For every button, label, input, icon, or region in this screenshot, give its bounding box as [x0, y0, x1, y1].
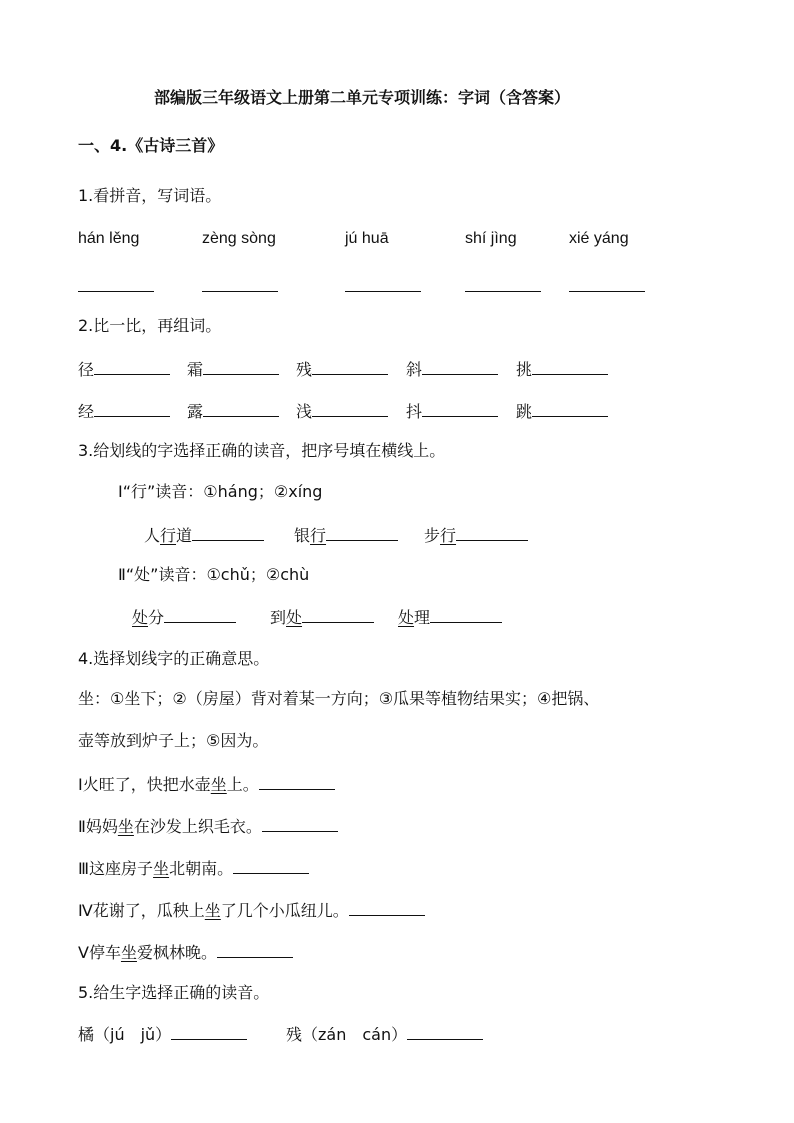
- text: Ⅴ停车: [78, 943, 121, 962]
- char: 露: [187, 402, 204, 421]
- text: 分: [148, 608, 165, 627]
- answer-blank[interactable]: [312, 400, 388, 417]
- compare-item: [296, 400, 388, 422]
- answer-blank[interactable]: [349, 899, 425, 916]
- compare-item: [187, 400, 279, 422]
- reading-options-2: Ⅱ“处”读音：①chǔ；②chù: [118, 565, 310, 584]
- char: 经: [78, 402, 95, 421]
- answer-blank[interactable]: [192, 524, 264, 541]
- answer-blank[interactable]: [430, 606, 502, 623]
- compare-item: [187, 358, 279, 380]
- compare-item: [296, 358, 388, 380]
- answer-blank[interactable]: [94, 358, 170, 375]
- meaning-item: [78, 899, 425, 921]
- answer-blank[interactable]: [326, 524, 398, 541]
- question-2-prompt: 2.比一比，再组词。: [78, 316, 222, 335]
- text: 上。: [226, 775, 259, 794]
- text: 残（zán cán）: [286, 1025, 408, 1044]
- answer-blank[interactable]: [569, 275, 645, 292]
- answer-blank[interactable]: [422, 400, 498, 417]
- underlined-char: 行: [160, 526, 177, 545]
- question-4-prompt: 4.选择划线字的正确意思。: [78, 649, 270, 668]
- compare-item: [78, 358, 170, 380]
- pinyin-3: jú huā: [345, 230, 389, 247]
- answer-blank[interactable]: [312, 358, 388, 375]
- reading-item: [398, 606, 502, 628]
- question-3-prompt: 3.给划线的字选择正确的读音，把序号填在横线上。: [78, 441, 446, 460]
- answer-blank[interactable]: [203, 358, 279, 375]
- char: 霜: [187, 360, 204, 379]
- compare-item: [516, 358, 608, 380]
- text: Ⅱ妈妈: [78, 817, 118, 836]
- underlined-char: 行: [310, 526, 327, 545]
- meaning-item: [78, 773, 335, 795]
- question-1-prompt: 1.看拼音，写词语。: [78, 186, 222, 205]
- char: 浅: [296, 402, 313, 421]
- underlined-char: 行: [440, 526, 457, 545]
- underlined-char: 坐: [153, 859, 170, 878]
- meaning-item: [78, 815, 338, 837]
- text: Ⅲ这座房子: [78, 859, 154, 878]
- compare-item: [516, 400, 608, 422]
- question-5-prompt: 5.给生字选择正确的读音。: [78, 983, 270, 1002]
- answer-blank[interactable]: [78, 275, 154, 292]
- answer-blank[interactable]: [465, 275, 541, 292]
- text: Ⅰ火旺了，快把水壶: [78, 775, 211, 794]
- text: 到: [270, 608, 287, 627]
- underlined-char: 处: [398, 608, 415, 627]
- pinyin-1: hán lěng: [78, 230, 140, 247]
- pronunciation-item: [78, 1023, 247, 1045]
- answer-blank[interactable]: [345, 275, 421, 292]
- text: 银: [294, 526, 311, 545]
- answer-blank[interactable]: [456, 524, 528, 541]
- text: 道: [176, 526, 193, 545]
- definition-line-2: 壶等放到炉子上；⑤因为。: [78, 731, 269, 750]
- answer-blank[interactable]: [217, 941, 293, 958]
- pronunciation-item: [286, 1023, 483, 1045]
- underlined-char: 处: [286, 608, 303, 627]
- reading-options-1: Ⅰ“行”读音：①háng；②xíng: [118, 482, 323, 501]
- answer-blank[interactable]: [94, 400, 170, 417]
- answer-blank[interactable]: [202, 275, 278, 292]
- underlined-char: 坐: [120, 943, 137, 962]
- answer-blank[interactable]: [532, 358, 608, 375]
- section-heading: 一、4.《古诗三首》: [78, 136, 224, 155]
- answer-blank[interactable]: [422, 358, 498, 375]
- char: 残: [296, 360, 313, 379]
- answer-blank[interactable]: [262, 815, 338, 832]
- char: 抖: [406, 402, 423, 421]
- answer-blank[interactable]: [164, 606, 236, 623]
- pinyin-2: zèng sòng: [202, 230, 276, 247]
- text: 步: [424, 526, 441, 545]
- text: 在沙发上织毛衣。: [133, 817, 262, 836]
- underlined-char: 坐: [204, 901, 221, 920]
- underlined-char: 坐: [117, 817, 134, 836]
- compare-item: [406, 358, 498, 380]
- underlined-char: 坐: [210, 775, 227, 794]
- reading-item: [144, 524, 264, 546]
- meaning-item: [78, 941, 293, 963]
- meaning-item: [78, 857, 309, 879]
- char: 跳: [516, 402, 533, 421]
- text: Ⅳ花谢了，瓜秧上: [78, 901, 205, 920]
- underlined-char: 处: [132, 608, 149, 627]
- text: 橘（jú jǔ）: [78, 1025, 172, 1044]
- char: 挑: [516, 360, 533, 379]
- answer-blank[interactable]: [259, 773, 335, 790]
- text: 人: [144, 526, 161, 545]
- compare-item: [78, 400, 170, 422]
- definition-line-1: 坐：①坐下；②（房屋）背对着某一方向；③瓜果等植物结果实；④把锅、: [78, 689, 600, 708]
- char: 斜: [406, 360, 423, 379]
- reading-item: [270, 606, 374, 628]
- answer-blank[interactable]: [302, 606, 374, 623]
- page-title: 部编版三年级语文上册第二单元专项训练：字词（含答案）: [154, 88, 571, 107]
- pinyin-5: xié yáng: [569, 230, 629, 247]
- answer-blank[interactable]: [532, 400, 608, 417]
- reading-item: [132, 606, 236, 628]
- compare-item: [406, 400, 498, 422]
- char: 径: [78, 360, 95, 379]
- text: 了几个小瓜纽儿。: [220, 901, 349, 920]
- answer-blank[interactable]: [203, 400, 279, 417]
- text: 爱枫林晚。: [136, 943, 217, 962]
- pinyin-4: shí jìng: [465, 230, 517, 247]
- text: 理: [414, 608, 431, 627]
- reading-item: [294, 524, 398, 546]
- answer-blank[interactable]: [407, 1023, 483, 1040]
- answer-blank[interactable]: [233, 857, 309, 874]
- reading-item: [424, 524, 528, 546]
- text: 北朝南。: [169, 859, 234, 878]
- answer-blank[interactable]: [171, 1023, 247, 1040]
